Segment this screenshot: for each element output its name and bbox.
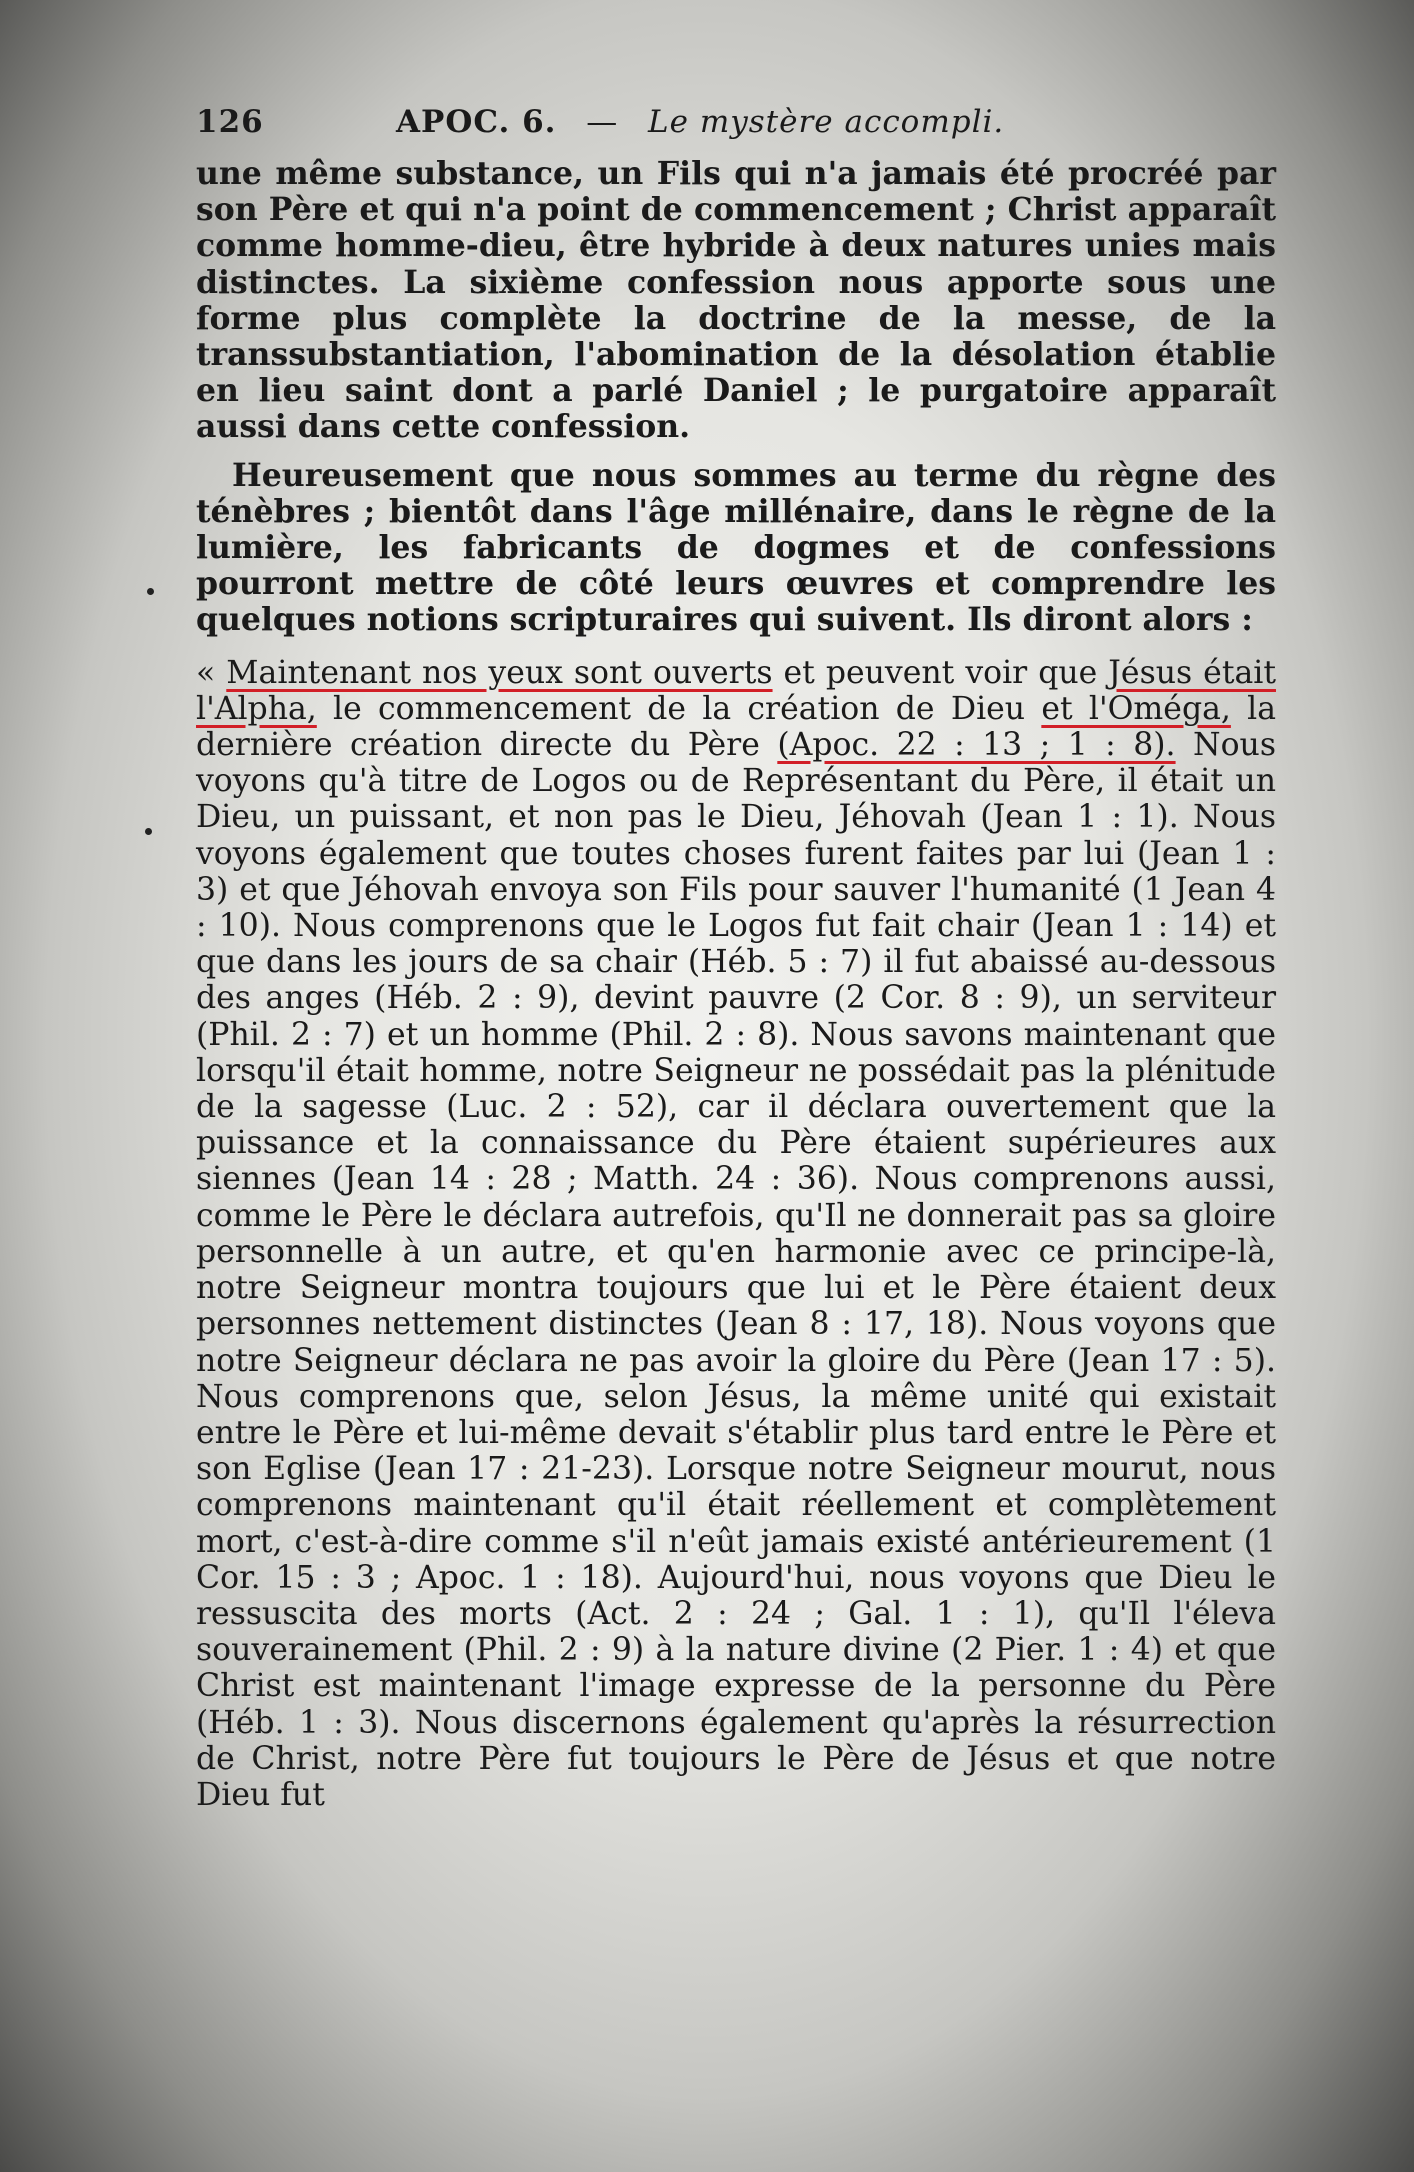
- page-number: 126: [196, 104, 264, 140]
- running-subtitle: Le mystère accompli.: [648, 104, 1005, 140]
- ink-speck: [147, 588, 154, 595]
- text-run: le commencement de la création de Dieu: [316, 690, 1042, 727]
- underlined-phrase: Jésus était l'Alpha,: [196, 654, 1276, 727]
- header-dash: —: [586, 104, 619, 140]
- paragraph-2: Heureusement que nous sommes au terme du règne des ténèbres ; bientôt dans l'âge millénaire, dans le règne de la lumière, les fabricants de dogmes et de confessions pourront mettre de côté leurs œuvres et comprendre les quelques notions scripturaires qui suivent. Ils diront alors :: [196, 456, 1276, 639]
- running-title: [396, 104, 1004, 140]
- underlined-reference: (Apoc. 22 : 13 ; 1 : 8).: [777, 727, 1176, 764]
- chapter-ref: APOC. 6.: [396, 104, 557, 140]
- paragraph-3: [196, 655, 1276, 1814]
- paragraph-1: une même substance, un Fils qui n'a jamais été procréé par son Père et qui n'a point de commencement ; Christ apparaît comme homme-dieu, être hybride à deux natures unies mais distinctes. La sixième confession nous apporte sous une forme plus complète la doctrine de la messe, de la transsubstantiation, l'abomination de la désolation établie en lieu saint dont a parlé Daniel ; le purgatoire apparaît aussi dans cette confession.: [196, 155, 1276, 446]
- text-run: et peuvent voir que: [772, 654, 1109, 691]
- text-run: la dernière création directe du Père: [196, 690, 1277, 764]
- page-content: [196, 100, 1276, 1813]
- underlined-phrase: Maintenant nos yeux sont ouverts: [226, 654, 773, 691]
- quote-open: «: [196, 654, 227, 691]
- underlined-phrase: et l'Oméga,: [1041, 690, 1231, 727]
- text-run: Nous voyons qu'à titre de Logos ou de Représentant du Père, il était un Dieu, un puissant, et non pas le Dieu, Jéhovah (Jean 1 : 1). Nous voyons également que toutes choses furent faites par lui (Jean 1 : 3) et que Jéhovah envoya son Fils pour sauver l'humanité (1 Jean 4 : 10). Nous comprenons que le Logos fut fait chair (Jean 1 : 14) et que dans les jours de sa chair (Héb. 5 : 7) il fut abaissé au-dessous des anges (Héb. 2 : 9), devint pauvre (2 Cor. 8 : 9), un serviteur (Phil. 2 : 7) et un homme (Phil. 2 : 8). Nous savons maintenant que lorsqu'il était homme, notre Seigneur ne possédait pas la plénitude de la sagesse (Luc. 2 : 52), car il déclara ouvertement que la puissance et la connaissance du Père étaient supérieures aux siennes (Jean 14 : 28 ; Matth. 24 : 36). Nous comprenons aussi, comme le Père le déclara autrefois, qu'Il ne donnerait pas sa gloire personnelle à un autre, et qu'en harmonie avec ce principe-là, notre Seigneur montra toujours que lui et le Père étaient deux personnes nettement distinctes (Jean 8 : 17, 18). Nous voyons que notre Seigneur déclara ne pas avoir la gloire du Père (Jean 17 : 5). Nous comprenons que, selon Jésus, la même unité qui existait entre le Père et lui-même devait s'établir plus tard entre le Père et son Eglise (Jean 17 : 21-23). Lorsque notre Seigneur mourut, nous comprenons maintenant qu'il était réellement et complètement mort, c'est-à-dire comme s'il n'eût jamais existé antérieurement (1 Cor. 15 : 3 ; Apoc. 1 : 18). Aujourd'hui, nous voyons que Dieu le ressuscita des morts (Act. 2 : 24 ; Gal. 1 : 1), qu'Il l'éleva souverainement (Phil. 2 : 9) à la nature divine (2 Pier. 1 : 4) et que Christ est maintenant l'image expresse de la personne du Père (Héb. 1 : 3). Nous discernons également qu'après la résurrection de Christ, notre Père fut toujours le Père de Jésus et que notre Dieu fut: [196, 727, 1276, 1813]
- running-header: [196, 100, 1276, 156]
- ink-speck: [145, 828, 152, 835]
